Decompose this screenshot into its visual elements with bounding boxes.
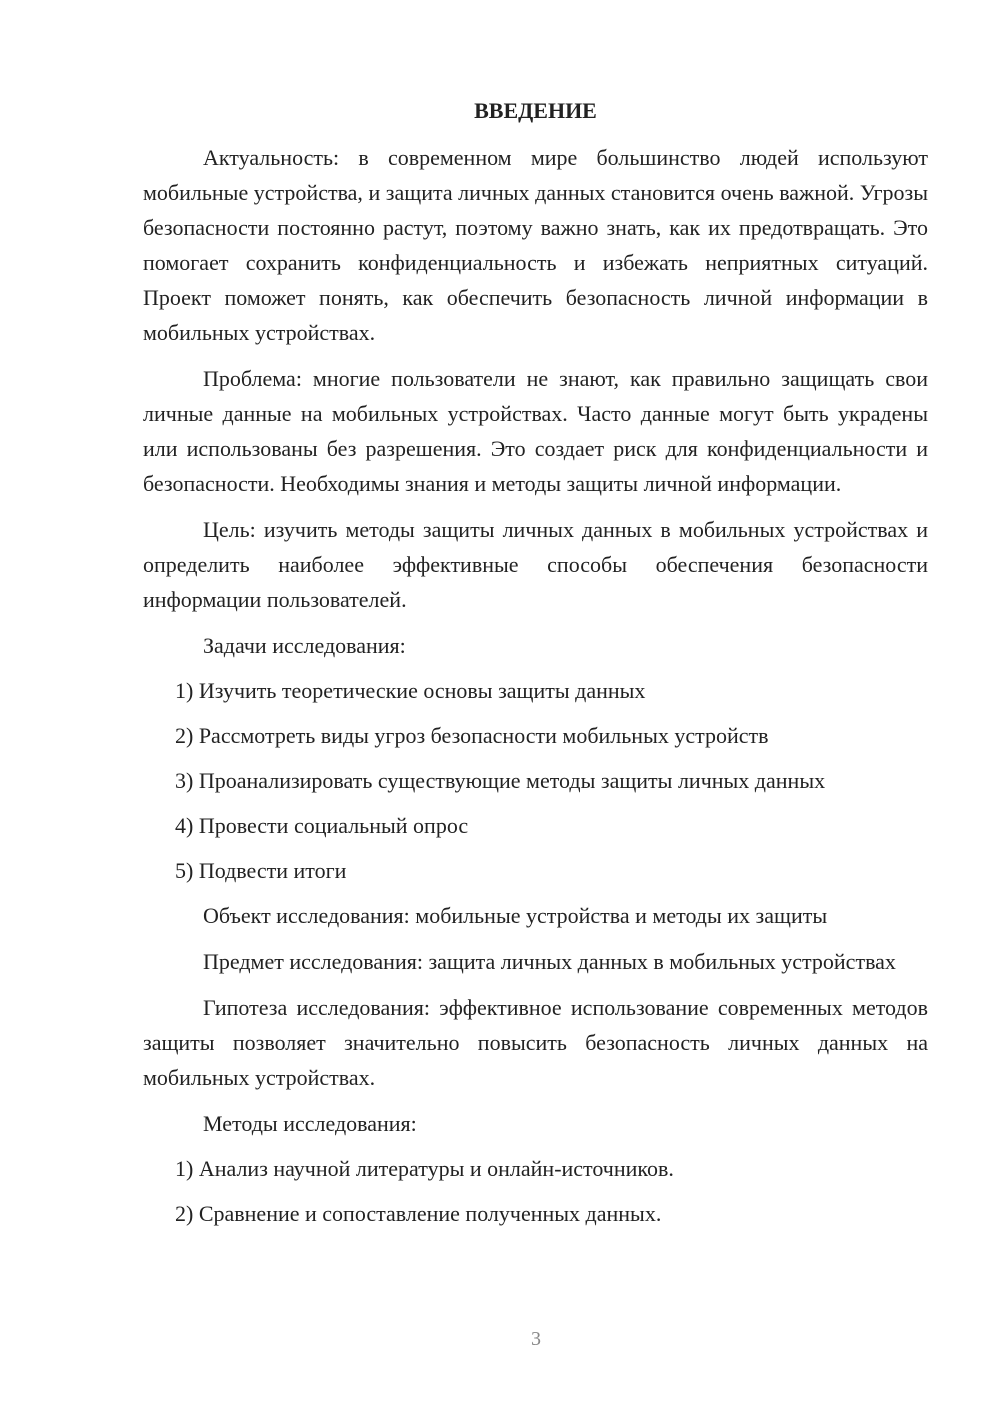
goal-paragraph: Цель: изучить методы защиты личных данных в мобильных устройствах и определить наиболее эффективные способы обеспечения безопасности информации пользователей. (143, 517, 928, 612)
task-item: 2) Рассмотреть виды угроз безопасности мобильных устройств (175, 723, 769, 748)
object-paragraph: Объект исследования: мобильные устройства и методы их защиты (203, 903, 828, 928)
tasks-label: Задачи исследования: (203, 633, 406, 658)
page-number: 3 (531, 1328, 541, 1350)
methods-label: Методы исследования: (203, 1111, 417, 1136)
task-item: 5) Подвести итоги (175, 858, 347, 883)
task-item: 3) Проанализировать существующие методы защиты личных данных (175, 768, 826, 793)
task-item: 4) Провести социальный опрос (175, 813, 469, 838)
subject-paragraph: Предмет исследования: защита личных данных в мобильных устройствах (203, 949, 896, 974)
hypothesis-paragraph: Гипотеза исследования: эффективное использование современных методов защиты позволяет значительно повысить безопасность личных данных на мобильных устройствах. (143, 995, 928, 1090)
task-item: 1) Изучить теоретические основы защиты данных (175, 678, 646, 703)
method-item: 1) Анализ научной литературы и онлайн-источников. (175, 1156, 674, 1181)
relevance-paragraph: Актуальность: в современном мире большинство людей используют мобильные устройства, и защита личных данных становится очень важной. Угрозы безопасности постоянно растут, поэтому важно знать, как их предотвращать. Это помогает сохранить конфиденциальность и избежать неприятных ситуаций. Проект поможет понять, как обеспечить безопасность личной информации в мобильных устройствах. (143, 145, 928, 345)
problem-paragraph: Проблема: многие пользователи не знают, как правильно защищать свои личные данные на мобильных устройствах. Часто данные могут быть украдены или использованы без разрешения. Это создает риск для конфиденциальности и безопасности. Необходимы знания и методы защиты личной информации. (143, 366, 928, 496)
method-item: 2) Сравнение и сопоставление полученных данных. (175, 1201, 662, 1226)
page-content (143, 93, 928, 1241)
section-title: ВВЕДЕНИЕ (474, 98, 597, 123)
